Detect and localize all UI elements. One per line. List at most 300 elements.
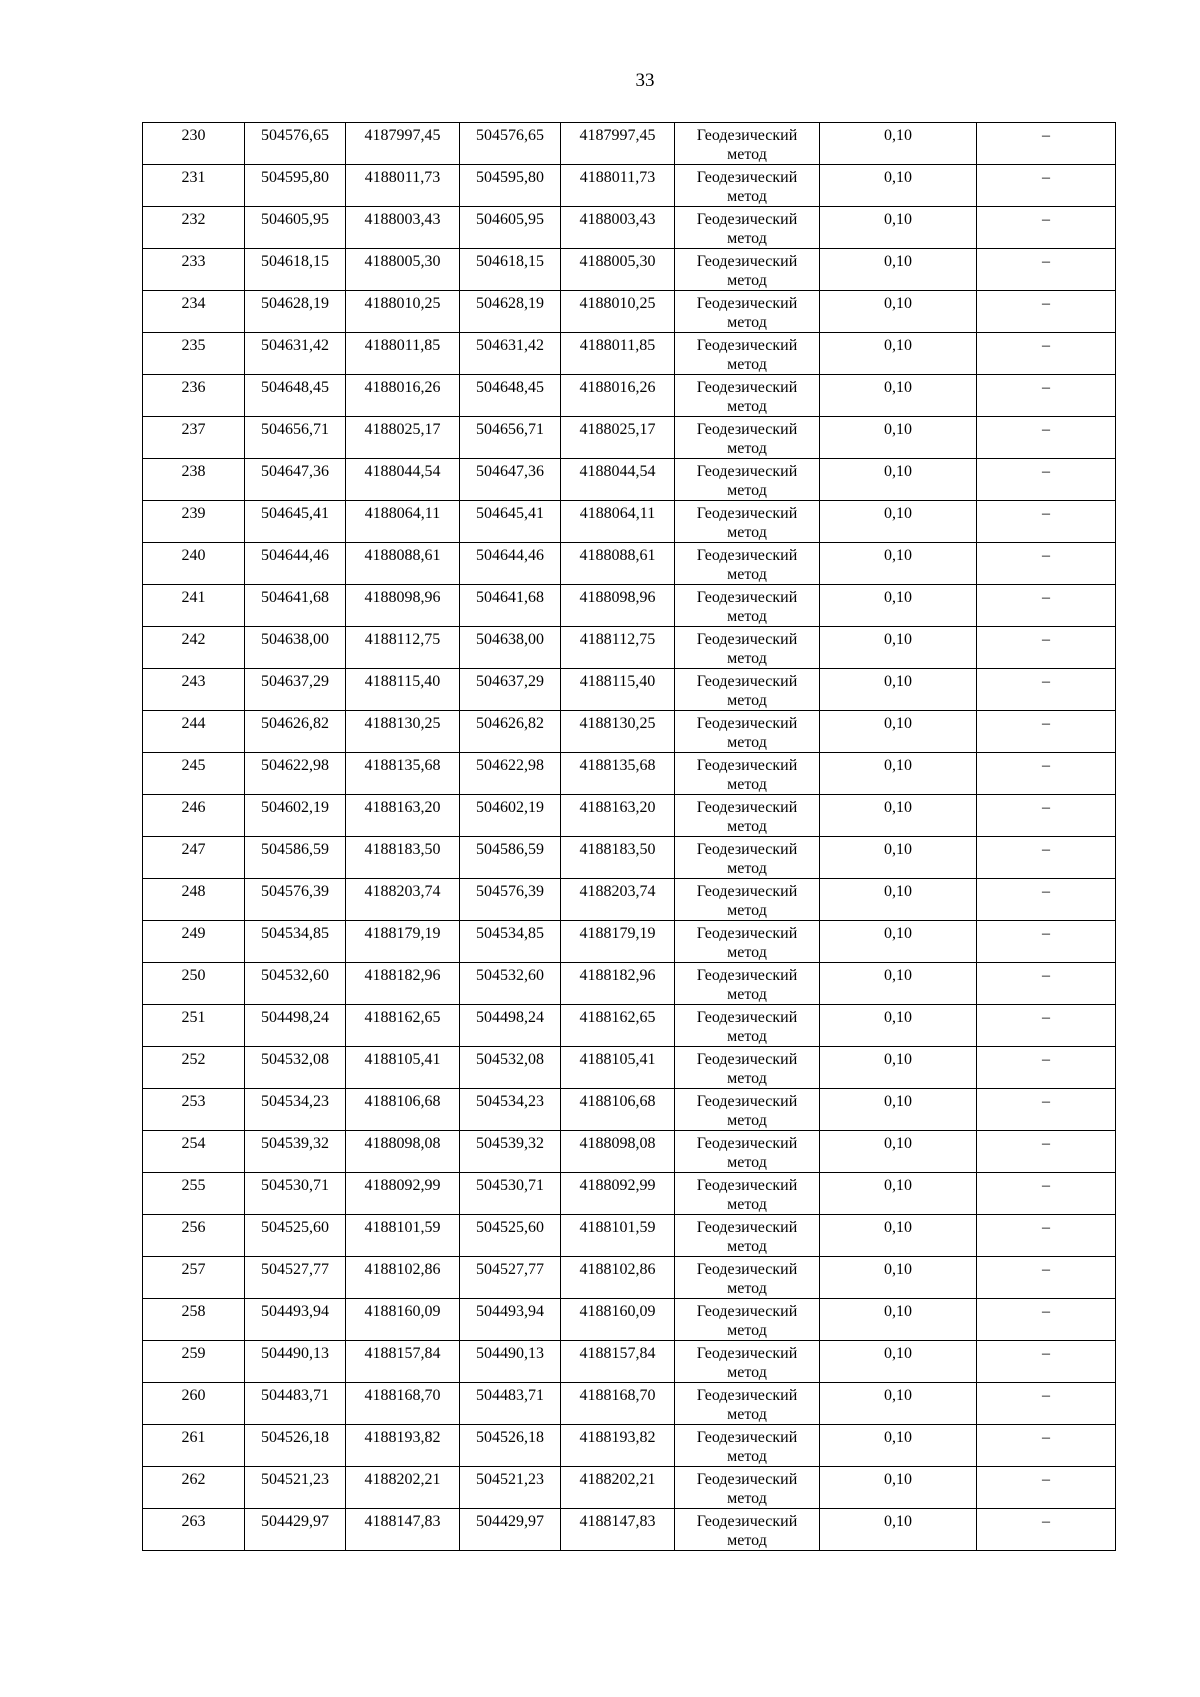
table-row (143, 1215, 1116, 1257)
method-text-line1: Геодезический (696, 757, 798, 774)
note-cell (977, 501, 1116, 543)
method-cell (675, 837, 820, 879)
accuracy-cell (820, 585, 977, 627)
method-text-line2: метод (727, 398, 767, 415)
accuracy-cell (820, 963, 977, 1005)
method-text-line2: метод (727, 1154, 767, 1171)
y-coordinate-cell (346, 291, 460, 333)
method-text-line2: метод (727, 272, 767, 289)
note-text: – (1042, 1513, 1050, 1530)
note-cell (977, 123, 1116, 165)
y-coordinate-cell (346, 1047, 460, 1089)
x-coordinate-text: 504638,00 (261, 631, 329, 648)
x-coordinate-cell (460, 1173, 561, 1215)
accuracy-text: 0,10 (884, 169, 912, 186)
accuracy-cell (820, 375, 977, 417)
accuracy-cell (820, 501, 977, 543)
point-number-text: 261 (181, 1429, 206, 1446)
y-coordinate-cell (346, 501, 460, 543)
accuracy-text: 0,10 (884, 1219, 912, 1236)
note-text: – (1042, 673, 1050, 690)
point-number-text: 233 (181, 253, 206, 270)
method-text-line2: метод (727, 860, 767, 877)
accuracy-text: 0,10 (884, 715, 912, 732)
method-text-line2: метод (727, 146, 767, 163)
x-coordinate-text: 504626,82 (261, 715, 329, 732)
note-cell (977, 585, 1116, 627)
x-coordinate-text: 504532,08 (261, 1051, 329, 1068)
x-coordinate-cell (460, 459, 561, 501)
method-text-line1: Геодезический (696, 841, 798, 858)
x-coordinate-text: 504498,24 (261, 1009, 329, 1026)
method-text-line1: Геодезический (696, 295, 798, 312)
table-row (143, 1383, 1116, 1425)
method-text-line2: метод (727, 1112, 767, 1129)
y-coordinate-text: 4188147,83 (579, 1513, 656, 1530)
x-coordinate-cell (460, 879, 561, 921)
point-number-text: 258 (181, 1303, 206, 1320)
x-coordinate-text: 504645,41 (476, 505, 544, 522)
point-number-text: 240 (181, 547, 206, 564)
point-number-text: 238 (181, 463, 206, 480)
y-coordinate-cell (561, 753, 675, 795)
y-coordinate-cell (561, 1299, 675, 1341)
point-number-text: 230 (181, 127, 206, 144)
y-coordinate-cell (346, 165, 460, 207)
method-cell (675, 879, 820, 921)
y-coordinate-cell (561, 585, 675, 627)
method-cell (675, 963, 820, 1005)
accuracy-text: 0,10 (884, 127, 912, 144)
y-coordinate-cell (346, 1005, 460, 1047)
note-text: – (1042, 547, 1050, 564)
point-number-cell (143, 627, 245, 669)
y-coordinate-cell (346, 627, 460, 669)
accuracy-cell (820, 711, 977, 753)
x-coordinate-text: 504576,39 (476, 883, 544, 900)
y-coordinate-cell (561, 795, 675, 837)
y-coordinate-cell (561, 291, 675, 333)
method-text-line1: Геодезический (696, 925, 798, 942)
note-text: – (1042, 925, 1050, 942)
table-row (143, 963, 1116, 1005)
note-text: – (1042, 715, 1050, 732)
note-cell (977, 207, 1116, 249)
x-coordinate-cell (460, 753, 561, 795)
x-coordinate-text: 504498,24 (476, 1009, 544, 1026)
x-coordinate-text: 504631,42 (476, 337, 544, 354)
x-coordinate-text: 504595,80 (476, 169, 544, 186)
accuracy-cell (820, 543, 977, 585)
table-row (143, 543, 1116, 585)
note-cell (977, 1299, 1116, 1341)
method-cell (675, 1215, 820, 1257)
x-coordinate-cell (460, 711, 561, 753)
note-text: – (1042, 841, 1050, 858)
point-number-text: 242 (181, 631, 206, 648)
accuracy-text: 0,10 (884, 967, 912, 984)
table-row (143, 291, 1116, 333)
x-coordinate-text: 504490,13 (476, 1345, 544, 1362)
y-coordinate-text: 4188098,96 (364, 589, 441, 606)
x-coordinate-cell (245, 1215, 346, 1257)
method-text-line1: Геодезический (696, 883, 798, 900)
point-number-text: 246 (181, 799, 206, 816)
x-coordinate-text: 504525,60 (476, 1219, 544, 1236)
note-text: – (1042, 211, 1050, 228)
method-cell (675, 123, 820, 165)
method-text-line2: метод (727, 1238, 767, 1255)
x-coordinate-cell (460, 1047, 561, 1089)
y-coordinate-cell (561, 207, 675, 249)
y-coordinate-text: 4188135,68 (579, 757, 656, 774)
x-coordinate-cell (245, 207, 346, 249)
x-coordinate-cell (245, 501, 346, 543)
point-number-cell (143, 1047, 245, 1089)
note-cell (977, 1131, 1116, 1173)
method-text-line1: Геодезический (696, 1177, 798, 1194)
y-coordinate-text: 4188064,11 (579, 505, 656, 522)
point-number-cell (143, 1089, 245, 1131)
table-row (143, 879, 1116, 921)
table-row (143, 207, 1116, 249)
table-row (143, 459, 1116, 501)
accuracy-cell (820, 1341, 977, 1383)
method-text-line1: Геодезический (696, 799, 798, 816)
note-text: – (1042, 337, 1050, 354)
method-cell (675, 501, 820, 543)
accuracy-text: 0,10 (884, 673, 912, 690)
accuracy-text: 0,10 (884, 337, 912, 354)
note-text: – (1042, 169, 1050, 186)
x-coordinate-cell (245, 1173, 346, 1215)
y-coordinate-cell (561, 333, 675, 375)
point-number-cell (143, 249, 245, 291)
y-coordinate-cell (561, 375, 675, 417)
y-coordinate-text: 4188016,26 (579, 379, 656, 396)
y-coordinate-text: 4188163,20 (364, 799, 441, 816)
table-row (143, 375, 1116, 417)
y-coordinate-cell (561, 165, 675, 207)
accuracy-cell (820, 669, 977, 711)
method-cell (675, 291, 820, 333)
x-coordinate-text: 504628,19 (261, 295, 329, 312)
note-cell (977, 333, 1116, 375)
method-text-line1: Геодезический (696, 127, 798, 144)
y-coordinate-cell (346, 375, 460, 417)
y-coordinate-text: 4188005,30 (364, 253, 441, 270)
point-number-cell (143, 921, 245, 963)
point-number-text: 239 (181, 505, 206, 522)
accuracy-text: 0,10 (884, 1303, 912, 1320)
y-coordinate-text: 4188163,20 (579, 799, 656, 816)
x-coordinate-text: 504521,23 (476, 1471, 544, 1488)
method-cell (675, 921, 820, 963)
y-coordinate-cell (346, 417, 460, 459)
x-coordinate-cell (460, 123, 561, 165)
note-text: – (1042, 253, 1050, 270)
x-coordinate-cell (245, 333, 346, 375)
method-cell (675, 1173, 820, 1215)
note-text: – (1042, 1387, 1050, 1404)
method-text-line2: метод (727, 818, 767, 835)
accuracy-text: 0,10 (884, 1429, 912, 1446)
x-coordinate-cell (245, 1299, 346, 1341)
table-row (143, 1467, 1116, 1509)
method-text-line1: Геодезический (696, 547, 798, 564)
x-coordinate-text: 504641,68 (476, 589, 544, 606)
accuracy-cell (820, 1047, 977, 1089)
method-cell (675, 1131, 820, 1173)
y-coordinate-text: 4188115,40 (364, 673, 441, 690)
x-coordinate-cell (245, 165, 346, 207)
y-coordinate-text: 4188157,84 (579, 1345, 656, 1362)
x-coordinate-text: 504429,97 (476, 1513, 544, 1530)
accuracy-cell (820, 1089, 977, 1131)
x-coordinate-text: 504641,68 (261, 589, 329, 606)
y-coordinate-text: 4187997,45 (579, 127, 656, 144)
point-number-text: 243 (181, 673, 206, 690)
x-coordinate-text: 504525,60 (261, 1219, 329, 1236)
point-number-cell (143, 669, 245, 711)
x-coordinate-text: 504576,39 (261, 883, 329, 900)
y-coordinate-text: 4188130,25 (579, 715, 656, 732)
x-coordinate-text: 504602,19 (476, 799, 544, 816)
point-number-cell (143, 333, 245, 375)
method-text-line1: Геодезический (696, 421, 798, 438)
point-number-cell (143, 1341, 245, 1383)
accuracy-text: 0,10 (884, 799, 912, 816)
y-coordinate-text: 4188101,59 (579, 1219, 656, 1236)
x-coordinate-text: 504534,23 (476, 1093, 544, 1110)
y-coordinate-text: 4188011,73 (364, 169, 441, 186)
y-coordinate-text: 4188003,43 (579, 211, 656, 228)
point-number-cell (143, 1257, 245, 1299)
x-coordinate-cell (245, 1467, 346, 1509)
note-text: – (1042, 505, 1050, 522)
x-coordinate-cell (460, 963, 561, 1005)
note-cell (977, 165, 1116, 207)
y-coordinate-text: 4188106,68 (364, 1093, 441, 1110)
y-coordinate-cell (346, 711, 460, 753)
y-coordinate-cell (346, 1509, 460, 1551)
x-coordinate-cell (245, 1257, 346, 1299)
accuracy-text: 0,10 (884, 841, 912, 858)
note-cell (977, 417, 1116, 459)
method-cell (675, 1047, 820, 1089)
accuracy-text: 0,10 (884, 925, 912, 942)
method-text-line2: метод (727, 188, 767, 205)
note-cell (977, 1383, 1116, 1425)
accuracy-text: 0,10 (884, 1471, 912, 1488)
accuracy-cell (820, 879, 977, 921)
y-coordinate-cell (346, 921, 460, 963)
point-number-cell (143, 879, 245, 921)
y-coordinate-cell (561, 417, 675, 459)
point-number-text: 263 (181, 1513, 206, 1530)
method-text-line2: метод (727, 608, 767, 625)
method-text-line2: метод (727, 1490, 767, 1507)
x-coordinate-cell (460, 291, 561, 333)
accuracy-cell (820, 1425, 977, 1467)
method-cell (675, 417, 820, 459)
table-row (143, 1299, 1116, 1341)
accuracy-cell (820, 417, 977, 459)
table-row (143, 1425, 1116, 1467)
accuracy-text: 0,10 (884, 463, 912, 480)
y-coordinate-text: 4188203,74 (364, 883, 441, 900)
accuracy-cell (820, 1299, 977, 1341)
method-text-line2: метод (727, 1406, 767, 1423)
y-coordinate-text: 4187997,45 (364, 127, 441, 144)
accuracy-cell (820, 333, 977, 375)
table-row (143, 417, 1116, 459)
method-cell (675, 585, 820, 627)
point-number-cell (143, 501, 245, 543)
x-coordinate-cell (245, 1005, 346, 1047)
x-coordinate-text: 504521,23 (261, 1471, 329, 1488)
y-coordinate-text: 4188203,74 (579, 883, 656, 900)
point-number-cell (143, 1215, 245, 1257)
point-number-cell (143, 1005, 245, 1047)
method-text-line1: Геодезический (696, 1429, 798, 1446)
point-number-text: 237 (181, 421, 206, 438)
y-coordinate-cell (561, 963, 675, 1005)
x-coordinate-text: 504490,13 (261, 1345, 329, 1362)
y-coordinate-text: 4188106,68 (579, 1093, 656, 1110)
y-coordinate-cell (561, 1383, 675, 1425)
x-coordinate-cell (460, 249, 561, 291)
table-row (143, 711, 1116, 753)
y-coordinate-text: 4188064,11 (364, 505, 441, 522)
note-text: – (1042, 589, 1050, 606)
point-number-cell (143, 207, 245, 249)
method-text-line2: метод (727, 356, 767, 373)
accuracy-cell (820, 1005, 977, 1047)
y-coordinate-text: 4188162,65 (579, 1009, 656, 1026)
y-coordinate-text: 4188044,54 (364, 463, 441, 480)
method-cell (675, 543, 820, 585)
x-coordinate-cell (460, 1257, 561, 1299)
table-row (143, 123, 1116, 165)
note-text: – (1042, 799, 1050, 816)
y-coordinate-cell (346, 543, 460, 585)
x-coordinate-text: 504493,94 (261, 1303, 329, 1320)
x-coordinate-cell (460, 165, 561, 207)
x-coordinate-text: 504532,60 (476, 967, 544, 984)
y-coordinate-cell (561, 543, 675, 585)
y-coordinate-text: 4188112,75 (579, 631, 656, 648)
y-coordinate-text: 4188105,41 (364, 1051, 441, 1068)
y-coordinate-text: 4188011,85 (579, 337, 656, 354)
y-coordinate-cell (346, 795, 460, 837)
x-coordinate-cell (460, 1299, 561, 1341)
note-cell (977, 375, 1116, 417)
y-coordinate-cell (346, 963, 460, 1005)
y-coordinate-cell (561, 1425, 675, 1467)
y-coordinate-cell (561, 1005, 675, 1047)
method-text-line1: Геодезический (696, 463, 798, 480)
accuracy-text: 0,10 (884, 1177, 912, 1194)
point-number-cell (143, 1467, 245, 1509)
x-coordinate-text: 504648,45 (261, 379, 329, 396)
method-text-line2: метод (727, 734, 767, 751)
method-cell (675, 1005, 820, 1047)
x-coordinate-text: 504638,00 (476, 631, 544, 648)
method-text-line2: метод (727, 776, 767, 793)
y-coordinate-cell (346, 1383, 460, 1425)
y-coordinate-cell (561, 1047, 675, 1089)
x-coordinate-text: 504645,41 (261, 505, 329, 522)
y-coordinate-text: 4188160,09 (579, 1303, 656, 1320)
page-number: 33 (635, 70, 655, 91)
point-number-text: 259 (181, 1345, 206, 1362)
y-coordinate-cell (346, 459, 460, 501)
x-coordinate-text: 504526,18 (476, 1429, 544, 1446)
y-coordinate-cell (346, 1131, 460, 1173)
x-coordinate-cell (460, 1089, 561, 1131)
x-coordinate-cell (460, 1341, 561, 1383)
method-text-line1: Геодезический (696, 1219, 798, 1236)
y-coordinate-text: 4188088,61 (364, 547, 441, 564)
x-coordinate-cell (245, 291, 346, 333)
method-cell (675, 249, 820, 291)
accuracy-text: 0,10 (884, 1513, 912, 1530)
point-number-cell (143, 165, 245, 207)
y-coordinate-cell (346, 1425, 460, 1467)
table-row (143, 1509, 1116, 1551)
note-cell (977, 543, 1116, 585)
y-coordinate-text: 4188098,08 (579, 1135, 656, 1152)
y-coordinate-text: 4188011,73 (579, 169, 656, 186)
note-cell (977, 1425, 1116, 1467)
method-text-line2: метод (727, 902, 767, 919)
y-coordinate-cell (346, 249, 460, 291)
x-coordinate-cell (460, 375, 561, 417)
note-cell (977, 963, 1116, 1005)
x-coordinate-text: 504602,19 (261, 799, 329, 816)
y-coordinate-text: 4188160,09 (364, 1303, 441, 1320)
x-coordinate-text: 504576,65 (261, 127, 329, 144)
table-row (143, 1173, 1116, 1215)
y-coordinate-text: 4188157,84 (364, 1345, 441, 1362)
x-coordinate-cell (460, 1005, 561, 1047)
note-cell (977, 837, 1116, 879)
y-coordinate-text: 4188098,08 (364, 1135, 441, 1152)
note-text: – (1042, 883, 1050, 900)
point-number-text: 255 (181, 1177, 206, 1194)
x-coordinate-cell (245, 543, 346, 585)
y-coordinate-cell (346, 585, 460, 627)
y-coordinate-text: 4188183,50 (364, 841, 441, 858)
point-number-text: 245 (181, 757, 206, 774)
note-cell (977, 711, 1116, 753)
y-coordinate-cell (561, 879, 675, 921)
method-text-line2: метод (727, 1196, 767, 1213)
method-text-line2: метод (727, 1070, 767, 1087)
y-coordinate-text: 4188147,83 (364, 1513, 441, 1530)
accuracy-cell (820, 249, 977, 291)
method-text-line1: Геодезический (696, 379, 798, 396)
note-text: – (1042, 1345, 1050, 1362)
method-text-line1: Геодезический (696, 253, 798, 270)
y-coordinate-text: 4188179,19 (364, 925, 441, 942)
accuracy-text: 0,10 (884, 211, 912, 228)
y-coordinate-text: 4188182,96 (579, 967, 656, 984)
method-text-line1: Геодезический (696, 1471, 798, 1488)
note-cell (977, 795, 1116, 837)
note-cell (977, 1257, 1116, 1299)
